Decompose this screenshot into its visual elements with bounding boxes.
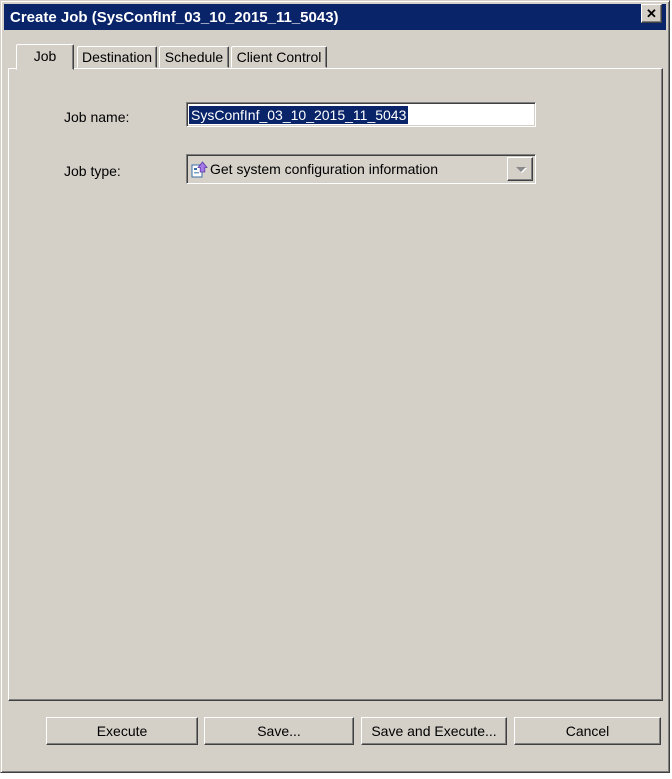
dialog-button-row — [1, 717, 669, 745]
chevron-down-icon — [516, 167, 525, 172]
window-title: Create Job (SysConfInf_03_10_2015_11_5043) — [10, 8, 339, 26]
job-type-label: Job type: — [64, 163, 121, 179]
close-icon: ✕ — [646, 6, 657, 21]
tab-job-label: Job — [33, 48, 57, 64]
job-tab-panel — [8, 68, 663, 701]
job-type-value: Get system configuration information — [210, 161, 438, 177]
job-type-combobox[interactable] — [186, 154, 536, 184]
document-up-arrow-icon — [191, 161, 208, 178]
tab-destination[interactable] — [77, 46, 157, 68]
close-button[interactable] — [641, 4, 662, 23]
tab-job[interactable] — [16, 44, 74, 70]
save-button[interactable]: Save... — [204, 717, 354, 745]
titlebar[interactable] — [4, 4, 666, 30]
job-type-dropdown-button[interactable] — [507, 157, 533, 181]
save-and-execute-button[interactable]: Save and Execute... — [361, 717, 507, 745]
job-name-selected-text: SysConfInf_03_10_2015_11_5043 — [191, 106, 407, 123]
tab-client-control[interactable] — [231, 46, 327, 68]
job-name-input[interactable] — [186, 102, 536, 127]
tab-schedule-label: Schedule — [164, 49, 224, 65]
cancel-button[interactable]: Cancel — [514, 717, 661, 745]
job-name-label: Job name: — [64, 109, 130, 125]
execute-button[interactable]: Execute — [46, 717, 198, 745]
tab-schedule[interactable] — [159, 46, 229, 68]
tab-client-control-label: Client Control — [236, 49, 322, 65]
tab-destination-label: Destination — [81, 49, 153, 65]
tab-strip — [8, 42, 659, 68]
